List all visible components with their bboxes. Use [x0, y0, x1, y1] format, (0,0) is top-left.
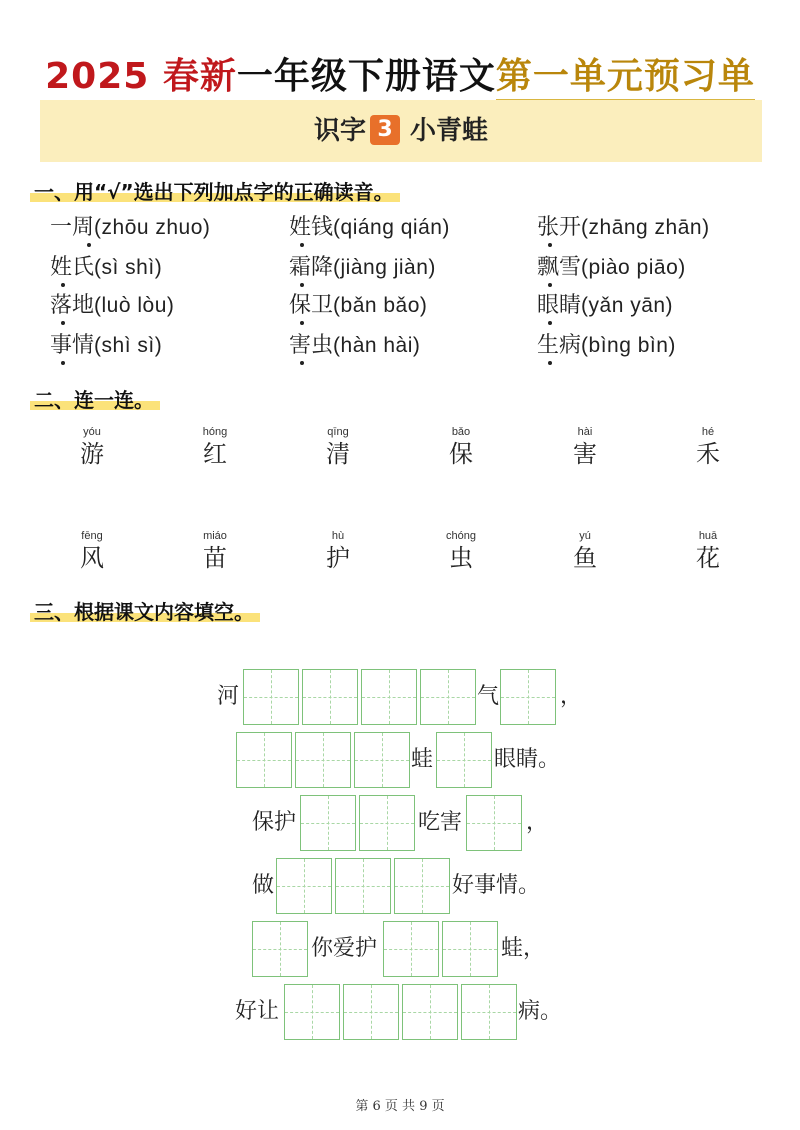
match-char-match_top[interactable] — [185, 426, 245, 468]
emphasis-dot — [548, 321, 552, 325]
pinyin-item — [50, 328, 162, 359]
writing-grid-box[interactable] — [284, 984, 340, 1040]
pinyin-item — [289, 210, 450, 241]
char-pinyin: bǎo — [451, 426, 471, 438]
fill-text: ， — [560, 684, 583, 709]
emphasis-dot — [61, 361, 65, 365]
writing-grid-box[interactable] — [436, 732, 492, 788]
writing-grid-box[interactable] — [466, 795, 522, 851]
char-hanzi: 保 — [449, 440, 473, 468]
writing-grid-box[interactable] — [295, 732, 351, 788]
char-hanzi: 游 — [80, 440, 104, 468]
match-char-match_bottom[interactable] — [62, 530, 122, 572]
pinyin-word: 事情 — [50, 333, 95, 358]
writing-grid-box[interactable] — [383, 921, 439, 977]
lesson-banner — [40, 100, 762, 162]
char-hanzi: 害 — [573, 440, 597, 468]
char-pinyin: huā — [698, 530, 718, 542]
writing-grid-box[interactable] — [500, 669, 556, 725]
title-unit: 第一单元预习单 — [496, 56, 755, 103]
pinyin-options[interactable]: (qiáng qián) — [333, 216, 450, 239]
char-pinyin: fēng — [81, 530, 103, 542]
writing-grid-box[interactable] — [236, 732, 292, 788]
pinyin-item — [289, 328, 420, 359]
char-hanzi: 护 — [326, 544, 350, 572]
match-char-match_bottom[interactable] — [431, 530, 491, 572]
fill-text: 蛙， — [501, 936, 546, 961]
fill-text: ， — [526, 810, 549, 835]
fill-text: 蛙 — [411, 747, 434, 772]
pinyin-word: 落地 — [50, 293, 95, 318]
section-2-heading: 二、连一连。 — [30, 384, 160, 413]
title-year: 2025 春新 — [45, 56, 237, 97]
writing-grid-box[interactable] — [252, 921, 308, 977]
emphasis-dot — [300, 321, 304, 325]
char-hanzi: 鱼 — [573, 544, 597, 572]
pinyin-item — [537, 250, 686, 281]
match-char-match_bottom[interactable] — [555, 530, 615, 572]
writing-grid-box[interactable] — [354, 732, 410, 788]
writing-grid-box[interactable] — [420, 669, 476, 725]
pinyin-word: 一周 — [50, 215, 95, 240]
char-pinyin: qīng — [327, 426, 349, 438]
match-char-match_top[interactable] — [555, 426, 615, 468]
pinyin-options[interactable]: (luò lòu) — [94, 294, 175, 317]
pinyin-item — [50, 250, 162, 281]
writing-grid-box[interactable] — [276, 858, 332, 914]
match-char-match_top[interactable] — [62, 426, 122, 468]
pinyin-item — [289, 250, 436, 281]
emphasis-dot — [61, 283, 65, 287]
pinyin-options[interactable]: (sì shì) — [94, 256, 163, 279]
fill-text: 做 — [252, 873, 275, 898]
pinyin-word: 眼睛 — [537, 293, 582, 318]
emphasis-dot — [548, 283, 552, 287]
writing-grid-box[interactable] — [442, 921, 498, 977]
pinyin-options[interactable]: (piào piāo) — [581, 256, 686, 279]
writing-grid-box[interactable] — [461, 984, 517, 1040]
char-hanzi: 清 — [326, 440, 350, 468]
pinyin-options[interactable]: (zhōu zhuo) — [94, 216, 211, 239]
char-pinyin: hài — [577, 426, 593, 438]
fill-text: 气 — [477, 684, 500, 709]
section-1-heading: 一、用“√”选出下列加点字的正确读音。 — [30, 176, 400, 205]
char-hanzi: 花 — [696, 544, 720, 572]
char-hanzi: 风 — [80, 544, 104, 572]
pinyin-word: 霜降 — [289, 255, 334, 280]
fill-text: 保护 — [252, 810, 297, 835]
emphasis-dot — [87, 243, 91, 247]
match-char-match_bottom[interactable] — [308, 530, 368, 572]
pinyin-word: 飘雪 — [537, 255, 582, 280]
writing-grid-box[interactable] — [300, 795, 356, 851]
page-footer: 第 6 页 共 9 页 — [355, 1099, 445, 1114]
pinyin-word: 姓钱 — [289, 215, 334, 240]
pinyin-item — [537, 328, 676, 359]
pinyin-item — [537, 288, 673, 319]
pinyin-word: 生病 — [537, 333, 582, 358]
writing-grid-box[interactable] — [343, 984, 399, 1040]
pinyin-word: 保卫 — [289, 293, 334, 318]
writing-grid-box[interactable] — [394, 858, 450, 914]
fill-text: 你爱护 — [311, 936, 378, 961]
writing-grid-box[interactable] — [335, 858, 391, 914]
char-hanzi: 禾 — [696, 440, 720, 468]
match-char-match_top[interactable] — [431, 426, 491, 468]
char-pinyin: hóng — [202, 426, 228, 438]
char-pinyin: hù — [331, 530, 345, 542]
char-pinyin: chóng — [446, 530, 476, 542]
pinyin-options[interactable]: (hàn hài) — [333, 334, 421, 357]
writing-grid-box[interactable] — [359, 795, 415, 851]
title-grade: 一年级下册语文 — [236, 56, 496, 97]
writing-grid-box[interactable] — [243, 669, 299, 725]
char-pinyin: miáo — [203, 530, 227, 542]
writing-grid-box[interactable] — [302, 669, 358, 725]
pinyin-item — [50, 210, 210, 241]
writing-grid-box[interactable] — [361, 669, 417, 725]
char-hanzi: 苗 — [203, 544, 227, 572]
pinyin-options[interactable]: (shì sì) — [94, 334, 163, 357]
match-char-match_top[interactable] — [308, 426, 368, 468]
fill-text: 病。 — [518, 999, 563, 1024]
fill-text: 吃害 — [418, 810, 463, 835]
char-hanzi: 红 — [203, 440, 227, 468]
match-char-match_bottom[interactable] — [678, 530, 738, 572]
pinyin-item — [50, 288, 174, 319]
emphasis-dot — [548, 243, 552, 247]
pinyin-word: 张开 — [537, 215, 582, 240]
pinyin-word: 害虫 — [289, 333, 334, 358]
section-3-heading: 三、根据课文内容填空。 — [30, 596, 260, 625]
pinyin-options[interactable]: (bǎn bǎo) — [333, 294, 428, 317]
pinyin-options[interactable]: (jiàng jiàn) — [333, 256, 436, 279]
fill-text: 好让 — [235, 999, 280, 1024]
emphasis-dot — [300, 361, 304, 365]
fill-text: 眼睛。 — [494, 747, 561, 772]
pinyin-options[interactable]: (yǎn yān) — [581, 294, 674, 317]
fill-text: 好事情。 — [452, 873, 541, 898]
emphasis-dot — [61, 321, 65, 325]
lesson-prefix: 识字 — [313, 116, 366, 146]
char-pinyin: hé — [701, 426, 715, 438]
pinyin-item — [289, 288, 427, 319]
match-char-match_bottom[interactable] — [185, 530, 245, 572]
pinyin-word: 姓氏 — [50, 255, 95, 280]
lesson-name: 小青蛙 — [410, 116, 489, 146]
lesson-number-badge: 3 — [370, 115, 400, 145]
pinyin-item — [537, 210, 710, 241]
char-pinyin: yóu — [83, 426, 101, 438]
pinyin-options[interactable]: (zhāng zhān) — [581, 216, 710, 239]
emphasis-dot — [548, 361, 552, 365]
char-pinyin: yú — [579, 530, 591, 542]
page-title — [0, 48, 800, 99]
pinyin-options[interactable]: (bìng bìn) — [581, 334, 676, 357]
emphasis-dot — [300, 243, 304, 247]
emphasis-dot — [300, 283, 304, 287]
match-char-match_top[interactable] — [678, 426, 738, 468]
char-hanzi: 虫 — [449, 544, 473, 572]
fill-text: 河 — [217, 684, 240, 709]
writing-grid-box[interactable] — [402, 984, 458, 1040]
